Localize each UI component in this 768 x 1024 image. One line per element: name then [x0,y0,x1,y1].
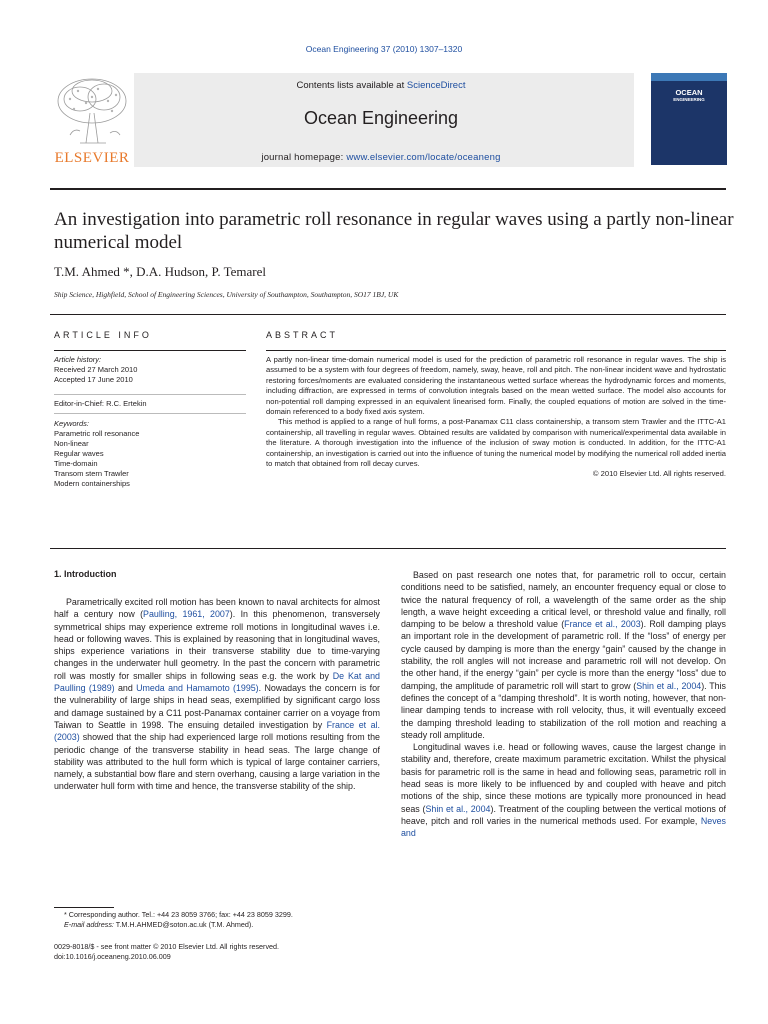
corresponding-author-note: * Corresponding author. Tel.: +44 23 8059 3766; fax: +44 23 8059 3299. [64,910,293,919]
doi-line[interactable]: doi:10.1016/j.oceaneng.2010.06.009 [54,952,171,961]
text-run: ). In this phenomenon, transversely symmetrical ships may experience extreme roll motions in longitudinal waves i.e. head or following waves. This is explained by reasoning that in longitudinal waves, ships experience variations in their transverse stability due to time-varying changes in the underwater hull geometry. In the past the concern with parametric roll was mostly for smaller ships in following seas e.g. the work by [54,609,380,681]
text-run: Longitudinal waves i.e. head or following waves, cause the largest change in stability and, therefore, create maximum parametric excitation. Whilst the physical basis for parametric roll is the same in head and following seas, parametric roll in head seas is more likely to be influenced by and coupled with heave and pitch motions of the ship, since these motions are typically more pronounced in head seas ( [401,742,726,814]
keyword: Regular waves [54,449,104,458]
citation-link[interactable]: France et al., 2003 [564,619,641,630]
abstract-rule [266,350,726,351]
footnotes [54,910,384,930]
citation-link[interactable]: Paulling, 1961, 2007 [143,609,230,620]
email-label: E-mail address: [64,920,114,929]
citation-link[interactable]: Umeda and Hamamoto (1995) [136,683,259,694]
citation-link[interactable]: De Kat and Paulling (1989) [54,670,380,694]
citation-link[interactable]: Neves and [401,815,726,839]
body-paragraph [54,596,380,793]
text-run: and [114,683,137,694]
keywords-label: Keywords: [54,419,90,428]
keyword: Parametric roll resonance [54,429,140,438]
keyword: Transom stern Trawler [54,469,129,478]
header-rule [50,188,726,190]
article-info-divider [54,394,246,395]
citation-link[interactable]: Shin et al., 2004 [425,803,491,814]
text-run: Parametrically excited roll motion has been known to naval architects for almost half a century now ( [54,597,380,620]
keyword: Modern containerships [54,479,130,488]
abstract-bottom-rule [50,548,726,549]
abstract-paragraph: This method is applied to a range of hull forms, a post-Panamax C11 class containership, a transom stern Trawler and the ITTC-A1 containership, all travelling in regular waves. Obtained results are validated by comparison with numerical/experimental data available in the literature. A thorough investigation into the influence of the inclusion of sway motion is conducted. In addition, for the ITTC-A1 containership, an investigation is carried out into the influence of tuning the numerical model by modifying the numerical roll added inertia to match that obtained from roll decay curves. [266,417,726,469]
left-column [54,596,380,793]
cover-strip [651,73,727,81]
contents-line [128,80,634,91]
abstract-body [266,355,726,480]
keyword: Time-domain [54,459,98,468]
text-run: showed that the ship had experienced large roll motions resulting from the periodic change of the transverse stability in head seas. The large change of stability was attributed to the hull form which is typical of large container carriers, namely, a substantial bow flare and stern overhang, causing a large variation in the underwater hull form with time and hence, the transverse stability of the ship. [54,732,380,792]
paper-title: An investigation into parametric roll resonance in regular waves using a partly non-linear numerical model [54,209,734,253]
text-run: ). This defines the concept of a “damping threshold”. It is worth noting, however, that non-linear damping tends to increase with roll velocity, thus, it will eventually exceed the damping threshold leading to stabilization of the roll motion and reaching a steady roll amplitude. [401,680,726,740]
cover-title-line-1: OCEAN [675,88,703,97]
contents-prefix: Contents lists available at [296,80,407,91]
affiliation: Ship Science, Highfield, School of Engineering Sciences, University of Southampton, Southampton, SO17 1BJ, UK [54,290,399,299]
text-run: ). Roll damping plays an important role in the development of parametric roll. If the “loss” of energy per cycle caused by damping is more than the energy “gain” caused by the change in stability, the roll angles will not increase and parametric roll will not develop. On the other hand, if the energy “gain” per cycle is more than the energy “loss” due to damping, the amplitude of parametric roll will start to grow ( [401,619,726,691]
cover-title-line-2: ENGINEERING [673,97,705,102]
bottom-meta [54,942,384,962]
body-paragraph [401,741,726,839]
title-rule [50,314,726,315]
issn-line: 0029-8018/$ - see front matter © 2010 Elsevier Ltd. All rights reserved. [54,942,280,951]
homepage-line [128,152,634,163]
section-heading-introduction: 1. Introduction [54,569,117,579]
abstract-paragraph: A partly non-linear time-domain numerical model is used for the prediction of parametric roll resonance in regular waves. The ship is assumed to be a system with four degrees of freedom, namely, sway, heave, roll and pitch. The non-linear incident wave and hydrostatic restoring forces/moments are evaluated considering the instantaneous wetted surface whereas the hydrodynamic forces and moments, including diffraction, are expressed in terms of convolution integrals based on the mean wetted surface. The model also accounts for non-potential roll damping expressed in an equivalent linearised form. Finally, the coupled equations of motion are solved in the time-domain referenced to a body fixed axis system. [266,355,726,417]
homepage-link[interactable]: www.elsevier.com/locate/oceaneng [346,152,501,163]
accepted-date: Accepted 17 June 2010 [54,375,133,384]
editor-in-chief: Editor-in-Chief: R.C. Ertekin [54,399,147,408]
right-column [401,569,726,840]
authors: T.M. Ahmed *, D.A. Hudson, P. Temarel [54,264,267,279]
article-info-heading: ARTICLE INFO [54,330,152,340]
history-label: Article history: [54,355,102,364]
body-paragraph [401,569,726,741]
journal-name: Ocean Engineering [303,108,459,128]
received-date: Received 27 March 2010 [54,365,138,374]
article-history [54,355,244,385]
sciencedirect-link[interactable]: ScienceDirect [406,80,466,91]
homepage-label: journal homepage: [261,152,347,163]
footnote-rule [54,907,114,908]
article-info-divider [54,413,246,414]
keywords-block [54,419,244,489]
journal-citation[interactable]: Ocean Engineering 37 (2010) 1307–1320 [305,44,463,54]
cover-title [651,89,727,103]
abstract-copyright: © 2010 Elsevier Ltd. All rights reserved. [592,469,726,479]
text-run: . Nowadays the concern is for the vulnerability of large ships in head seas, exemplified by significant cargo loss and damage sustained by a C11 post-Panamax container carrier on a voyage from Taiwan to Seattle in 1998. The ensuing detailed investigation by [54,683,380,730]
citation-link[interactable]: France et al. (2003) [54,719,380,743]
email-address[interactable]: T.M.H.AHMED@soton.ac.uk (T.M. Ahmed). [113,920,254,929]
citation-link[interactable]: Shin et al., 2004 [636,680,702,691]
abstract-heading: ABSTRACT [266,330,339,340]
email-note [54,920,384,930]
elsevier-wordmark: ELSEVIER [54,150,130,166]
article-info-rule [54,350,246,351]
journal-cover-thumbnail[interactable] [651,73,727,165]
keyword: Non-linear [54,439,89,448]
text-run: Based on past research one notes that, for parametric roll to occur, certain conditions need to be satisfied, namely, an encounter frequency equal or close to twice the natural frequency of roll, a wavelength of the same order as the ship length, a wave height exceeding a critical level, or threshold value and finally, roll damping to be below a threshold value ( [401,570,726,630]
text-run: ). Treatment of the coupling between the vertical motions of heave, pitch and roll varies in the numerical methods used. For example, [401,803,726,826]
